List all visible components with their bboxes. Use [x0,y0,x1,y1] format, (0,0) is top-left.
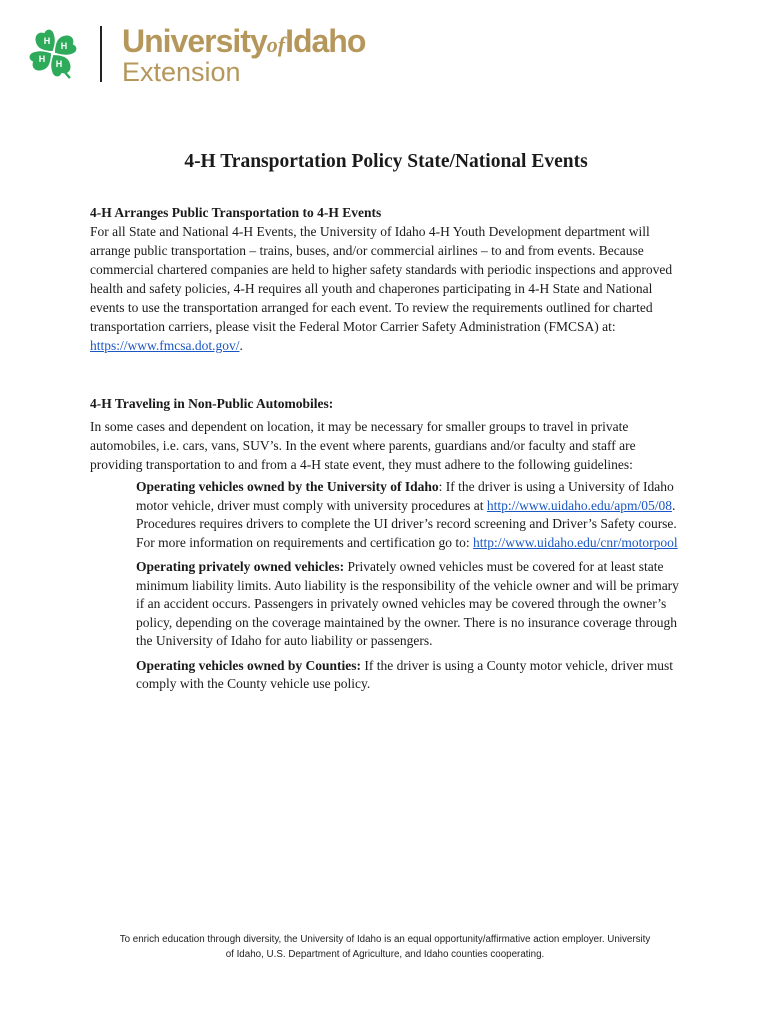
clover-letter: H [55,59,63,69]
four-h-clover-icon [24,24,82,82]
header-logo [24,24,424,88]
brand-of: of [266,32,286,57]
guideline-title: Operating vehicles owned by the University of Idaho [136,479,439,494]
apm-procedures-link[interactable]: http://www.uidaho.edu/apm/05/08 [486,497,673,513]
brand-wordmark [122,24,365,85]
footer-disclaimer [60,932,710,962]
brand-idaho: Idaho [285,23,366,59]
guideline-county-vehicles [136,657,682,694]
guidelines-list [136,478,682,694]
guideline-title: Operating vehicles owned by Counties: [136,657,362,673]
document-body [90,150,682,700]
clover-letter: H [60,41,68,51]
guideline-text: . Procedures requires drivers to complete the UI driver’s record screening and Driver’s Safety course. For more information on requirements and certification go to: [136,497,677,550]
section-intro-non-public: In some cases and dependent on location, it may be necessary for smaller groups to travel in private automobiles, i.e. cars, vans, SUV’s. In the event where parents, guardians and/or faculty and staff are providing transportation to and from a 4-H state event, they must adhere to the following guidelines: [90,419,636,472]
guideline-separator: : [438,479,446,494]
guideline-private-vehicles [136,558,682,651]
clover-letter: H [38,54,46,64]
body-text: For all State and National 4-H Events, the University of Idaho 4-H Youth Development department will arrange public transportation – trains, buses, and/or commercial airlines – to and from events. Because commercial chartered companies are held to higher safety standards with periodic inspections and approved health and safety policies, 4-H requires all youth and chaperones participating in 4-H State and National events to use the transportation arranged for each event. To review the requirements outlined for charted transportation carriers, please visit the Federal Motor Carrier Safety Administration (FMCSA) at: [90,224,673,334]
guideline-text: If the driver is using a University of Idaho motor vehicle, driver must comply with university procedures at [136,479,674,513]
fmcsa-link[interactable]: https://www.fmcsa.dot.gov/ [90,338,240,353]
logo-divider [100,26,102,82]
brand-university: University [122,23,267,59]
motorpool-link[interactable]: http://www.uidaho.edu/cnr/motorpool [473,534,678,550]
guideline-university-vehicles [136,478,682,552]
guideline-text: If the driver is using a County motor vehicle, driver must comply with the County vehicle use policy. [136,657,673,691]
clover-letter: H [43,36,51,46]
page-title: 4-H Transportation Policy State/National Events [184,151,588,172]
body-text: . [239,338,243,353]
footer-line-1: To enrich education through diversity, the University of Idaho is an equal opportunity/affirmative action employer. University [119,934,651,945]
section-body-public-transportation [90,222,682,355]
brand-extension: Extension [122,57,241,87]
footer-line-2: of Idaho, U.S. Department of Agriculture, and Idaho counties cooperating. [225,949,545,960]
guideline-text: Privately owned vehicles must be covered for at least state minimum liability limits. Auto liability is the responsibility of the vehicle owner and will be primary if an accident occurs. Passengers in privately owned vehicles may be covered through the owner’s policy, depending on the coverage maintained by the owner. There is no insurance coverage through the University of Idaho for auto liability or passengers. [136,559,679,648]
section-heading-public-transportation: 4-H Arranges Public Transportation to 4-H Events [90,205,382,220]
guideline-title: Operating privately owned vehicles: [136,559,345,574]
section-heading-non-public-automobiles: 4-H Traveling in Non-Public Automobiles: [90,396,334,411]
